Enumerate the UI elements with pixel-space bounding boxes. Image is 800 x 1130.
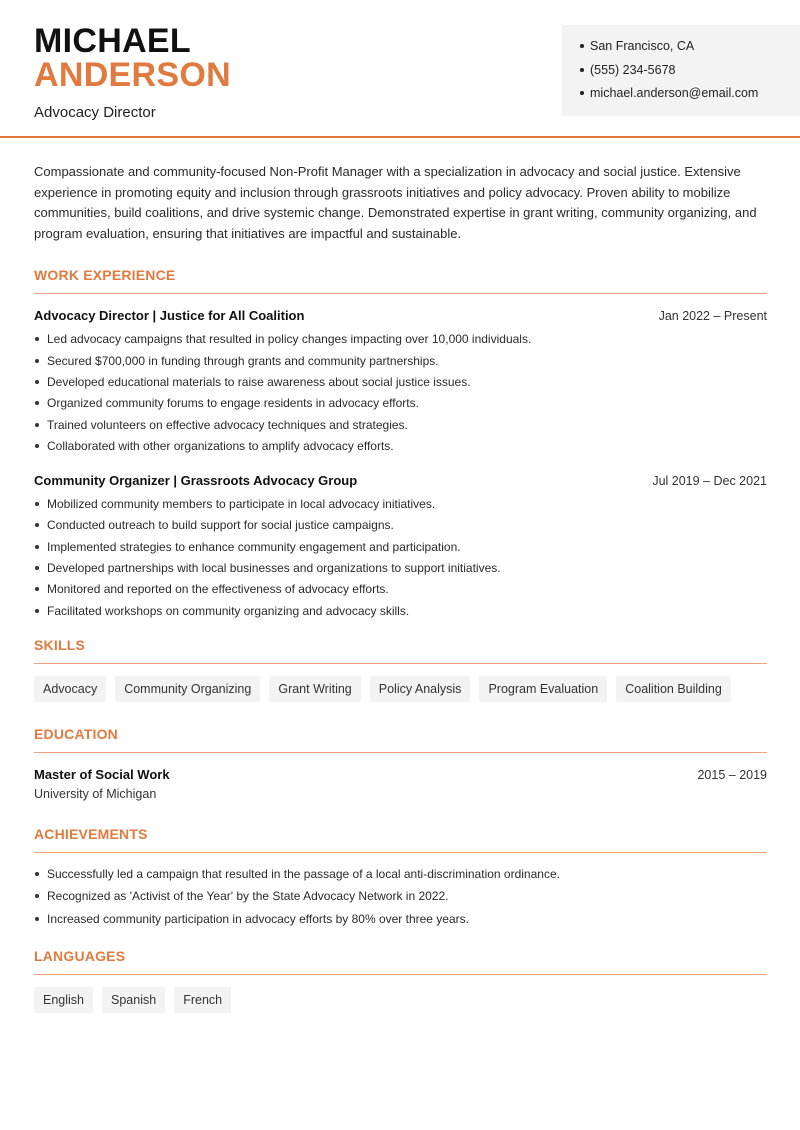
work-experience-section xyxy=(34,267,767,624)
job-role: Advocacy Director xyxy=(34,104,156,121)
list-item: Monitored and reported on the effectiveness of advocacy efforts. xyxy=(34,581,767,602)
contact-phone: (555) 234-5678 xyxy=(580,62,800,86)
list-item: Facilitated workshops on community organizing and advocacy skills. xyxy=(34,603,767,624)
job-title: Advocacy Director | Justice for All Coalition xyxy=(34,308,305,324)
achievements-list xyxy=(34,866,767,934)
education-header xyxy=(34,767,767,782)
list-item: Collaborated with other organizations to amplify advocacy efforts. xyxy=(34,438,767,459)
job-header xyxy=(34,473,767,488)
section-title-languages: LANGUAGES xyxy=(34,948,767,975)
contact-box xyxy=(562,25,800,116)
education-dates: 2015 – 2019 xyxy=(697,767,767,782)
language-tag: Spanish xyxy=(102,987,165,1013)
list-item: Organized community forums to engage residents in advocacy efforts. xyxy=(34,395,767,416)
list-item: Implemented strategies to enhance community engagement and participation. xyxy=(34,539,767,560)
language-tag: English xyxy=(34,987,93,1013)
contact-list xyxy=(580,38,800,109)
job-header xyxy=(34,308,767,323)
language-tag: French xyxy=(174,987,231,1013)
skill-tag: Policy Analysis xyxy=(370,676,471,702)
skill-tag: Grant Writing xyxy=(269,676,360,702)
contact-location: San Francisco, CA xyxy=(580,38,800,62)
contact-email: michael.anderson@email.com xyxy=(580,85,800,109)
list-item: Developed partnerships with local businesses and organizations to support initiatives. xyxy=(34,560,767,581)
name-block xyxy=(34,24,231,121)
list-item: Mobilized community members to participate in local advocacy initiatives. xyxy=(34,496,767,517)
list-item: Conducted outreach to build support for social justice campaigns. xyxy=(34,517,767,538)
job-entry xyxy=(34,308,767,459)
achievements-section xyxy=(34,826,767,934)
languages-section xyxy=(34,948,767,1013)
education-school: University of Michigan xyxy=(34,786,157,801)
skill-tag: Advocacy xyxy=(34,676,106,702)
resume-content xyxy=(34,162,767,1013)
education-degree: Master of Social Work xyxy=(34,766,170,782)
job-title: Community Organizer | Grassroots Advocacy Group xyxy=(34,473,358,489)
first-name: MICHAEL xyxy=(34,22,191,60)
section-title-work-experience: WORK EXPERIENCE xyxy=(34,267,767,294)
skill-tag: Community Organizing xyxy=(115,676,260,702)
section-title-skills: SKILLS xyxy=(34,637,767,664)
skills-tags xyxy=(34,676,767,702)
section-title-education: EDUCATION xyxy=(34,726,767,753)
list-item: Developed educational materials to raise awareness about social justice issues. xyxy=(34,374,767,395)
skill-tag: Program Evaluation xyxy=(479,676,607,702)
section-title-achievements: ACHIEVEMENTS xyxy=(34,826,767,853)
job-bullets xyxy=(34,331,767,459)
list-item: Successfully led a campaign that resulted in the passage of a local anti-discrimination ordinance. xyxy=(34,866,767,889)
list-item: Recognized as 'Activist of the Year' by the State Advocacy Network in 2022. xyxy=(34,888,767,911)
summary: Compassionate and community-focused Non-Profit Manager with a specialization in advocacy and social justice. Extensive experience in promoting equity and inclusion through grassroots initiatives and policy advocacy. Proven ability to mobilize communities, build coalitions, and drive systemic change. Demonstrated expertise in grant writing, community organizing, and program evaluation, ensuring that initiatives are impactful and sustainable. xyxy=(34,164,757,241)
languages-tags xyxy=(34,987,767,1013)
list-item: Secured $700,000 in funding through grants and community partnerships. xyxy=(34,353,767,374)
job-bullets xyxy=(34,496,767,624)
job-dates: Jan 2022 – Present xyxy=(658,309,767,324)
education-section xyxy=(34,726,767,801)
skills-section xyxy=(34,637,767,702)
last-name: ANDERSON xyxy=(34,56,231,94)
list-item: Trained volunteers on effective advocacy techniques and strategies. xyxy=(34,417,767,438)
job-dates: Jul 2019 – Dec 2021 xyxy=(652,474,767,489)
skill-tag: Coalition Building xyxy=(616,676,731,702)
list-item: Increased community participation in advocacy efforts by 80% over three years. xyxy=(34,911,767,934)
resume-header xyxy=(0,0,800,138)
job-entry xyxy=(34,473,767,624)
list-item: Led advocacy campaigns that resulted in policy changes impacting over 10,000 individuals. xyxy=(34,331,767,352)
